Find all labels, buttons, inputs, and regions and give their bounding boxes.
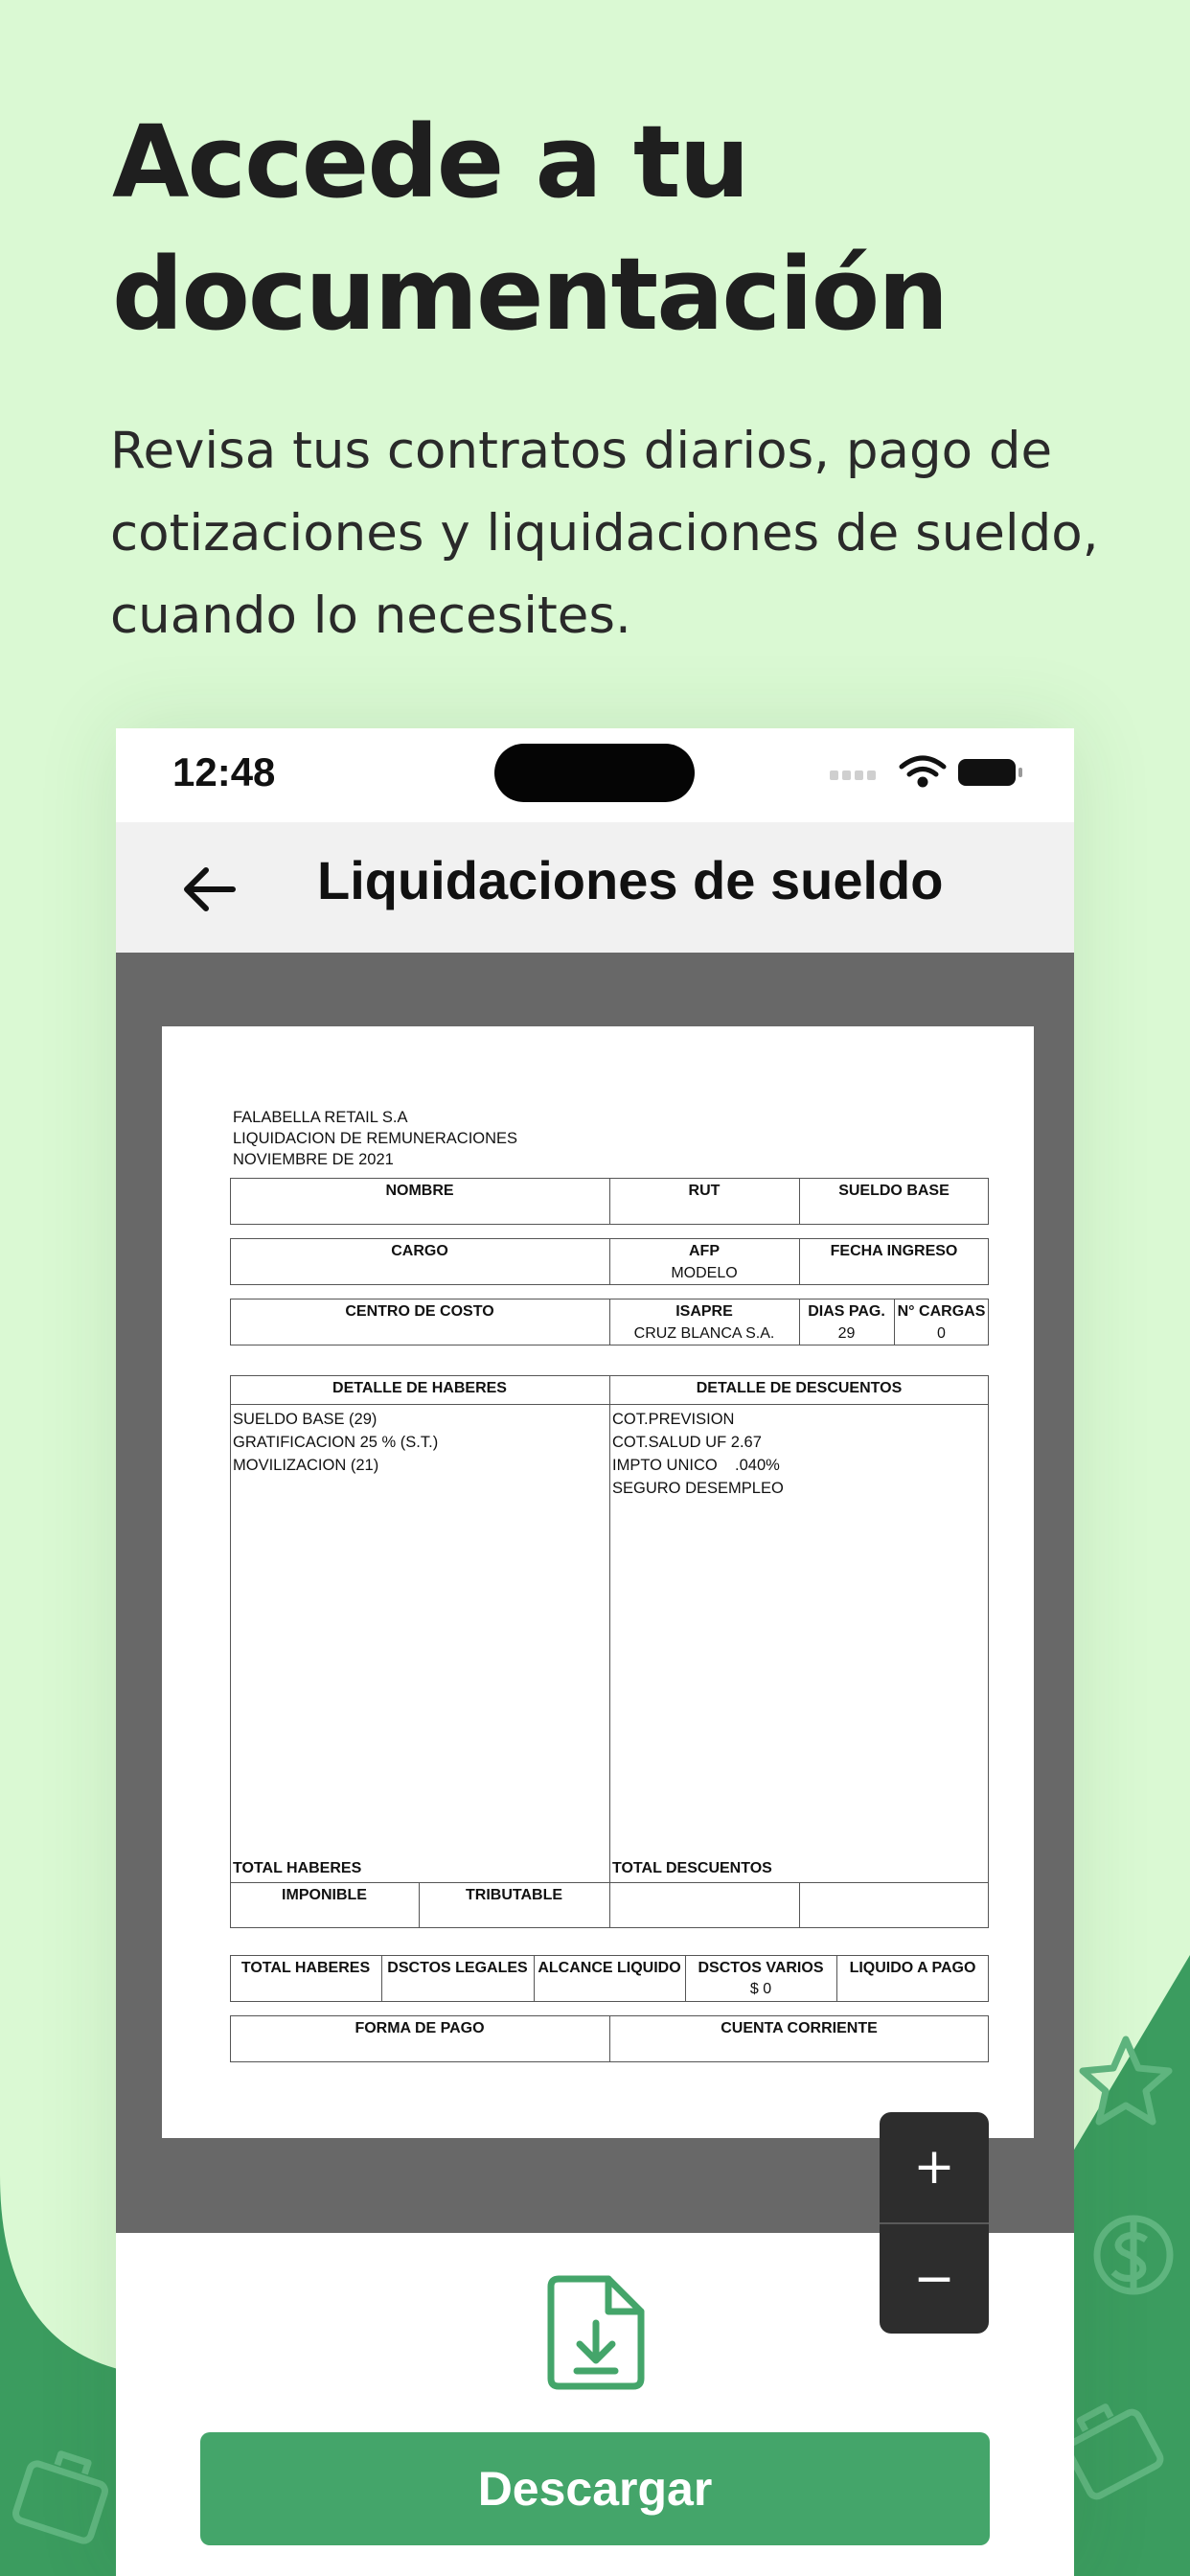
label-afp: AFP: [689, 1243, 720, 1259]
hero-title-line-1: Accede a tu: [112, 104, 748, 220]
label-imponible: IMPONIBLE: [282, 1887, 367, 1903]
label-nombre: NOMBRE: [385, 1183, 454, 1199]
value-dsctos-varios: $ 0: [749, 1981, 772, 1997]
haberes-item: MOVILIZACION (21): [233, 1457, 379, 1474]
label-isapre: ISAPRE: [675, 1303, 733, 1320]
descuentos-header: DETALLE DE DESCUENTOS: [696, 1380, 903, 1396]
label-cargo: CARGO: [391, 1243, 448, 1259]
haberes-header: DETALLE DE HABERES: [332, 1380, 507, 1396]
battery-icon: [958, 759, 1022, 786]
divider: [799, 1882, 800, 1928]
summary-dsctos-legales: DSCTOS LEGALES: [387, 1960, 528, 1976]
status-time: 12:48: [172, 749, 276, 794]
value-dias-pag: 29: [837, 1325, 856, 1342]
divider: [230, 1404, 989, 1405]
company-name: FALABELLA RETAIL S.A: [233, 1109, 408, 1126]
total-descuentos-label: TOTAL DESCUENTOS: [612, 1860, 772, 1876]
summary-total-haberes: TOTAL HABERES: [240, 1960, 371, 1976]
haberes-item: SUELDO BASE (29): [233, 1411, 378, 1428]
page-title: Liquidaciones de sueldo: [317, 850, 944, 910]
status-bar: [116, 728, 1074, 822]
divider: [230, 1882, 989, 1883]
wifi-icon: [902, 758, 944, 785]
hero-title-line-2: documentación: [112, 236, 948, 353]
document-title: LIQUIDACION DE REMUNERACIONES: [233, 1130, 518, 1147]
descuentos-item: SEGURO DESEMPLEO: [612, 1480, 784, 1497]
haberes-item: GRATIFICACION 25 % (S.T.): [233, 1434, 439, 1451]
hero-subtitle-line-1: Revisa tus contratos diarios, pago de: [110, 422, 1053, 480]
arrow-left-icon[interactable]: [179, 859, 240, 920]
signal-icon: [830, 770, 876, 780]
divider: [609, 1375, 610, 1928]
dynamic-island: [494, 744, 695, 802]
label-sueldo-base: SUELDO BASE: [838, 1183, 950, 1199]
zoom-in-button[interactable]: +: [913, 2138, 955, 2196]
total-haberes-label: TOTAL HABERES: [233, 1860, 362, 1876]
value-n-cargas: 0: [937, 1325, 946, 1342]
descuentos-item: IMPTO UNICO .040%: [612, 1457, 780, 1474]
pdf-viewer[interactable]: [116, 953, 1074, 2233]
summary-dsctos-varios: DSCTOS VARIOS: [698, 1960, 824, 1976]
hero-title: [112, 96, 1118, 360]
app-bar: [116, 822, 1074, 953]
file-download-icon[interactable]: [541, 2273, 651, 2392]
value-isapre: CRUZ BLANCA S.A.: [633, 1325, 775, 1342]
value-afp: MODELO: [671, 1265, 738, 1281]
label-forma-de-pago: FORMA DE PAGO: [355, 2020, 485, 2036]
label-dias-pag: DIAS PAG.: [808, 1303, 885, 1320]
descuentos-item: COT.SALUD UF 2.67: [612, 1434, 762, 1451]
label-centro-costo: CENTRO DE COSTO: [345, 1303, 494, 1320]
download-button[interactable]: Descargar: [200, 2432, 990, 2545]
document-period: NOVIEMBRE DE 2021: [233, 1151, 394, 1168]
zoom-controls: [880, 2112, 989, 2334]
hero-subtitle-line-2: cotizaciones y liquidaciones de sueldo,: [110, 504, 1099, 563]
label-tributable: TRIBUTABLE: [465, 1887, 563, 1903]
hero-subtitle-line-3: cuando lo necesites.: [110, 586, 631, 645]
payslip-document: [162, 1026, 1034, 2138]
status-icons: [830, 753, 1041, 792]
summary-liquido-a-pago: LIQUIDO A PAGO: [849, 1960, 976, 1976]
label-fecha-ingreso: FECHA INGRESO: [830, 1243, 958, 1259]
hero-subtitle: [110, 410, 1164, 657]
zoom-out-button[interactable]: −: [913, 2250, 955, 2308]
descuentos-item: COT.PREVISION: [612, 1411, 735, 1428]
summary-alcance-liquido: ALCANCE LIQUIDO: [538, 1960, 681, 1976]
label-rut: RUT: [688, 1183, 721, 1199]
label-cuenta-corriente: CUENTA CORRIENTE: [721, 2020, 878, 2036]
document-header: [233, 1107, 517, 1170]
label-n-cargas: N° CARGAS: [897, 1303, 986, 1320]
